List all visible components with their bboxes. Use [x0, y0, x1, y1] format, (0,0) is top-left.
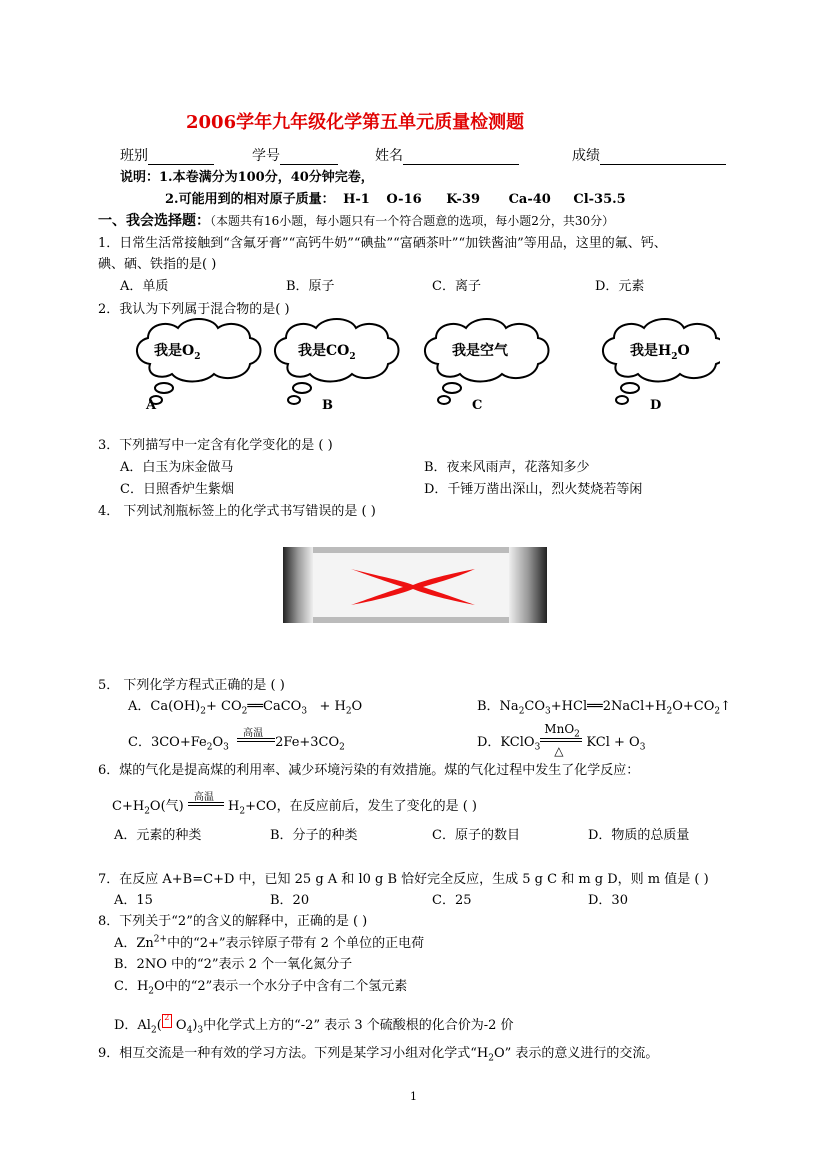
q5-option-a[interactable]: A．$Ca(OH)_2+$ $CO_2══CaCO_3 + H_2O$: [128, 699, 363, 717]
cloud-c[interactable]: [425, 319, 549, 404]
q1-option-a[interactable]: A．单质: [120, 279, 169, 294]
high-temp-label: 高温: [243, 728, 264, 739]
notes-line1: 说明：1.本卷满分为100分，40分钟完卷，: [120, 170, 374, 185]
q6-stem-tail: ，在反应前后，发生了变化的是 ( ): [276, 799, 477, 814]
q6-option-b[interactable]: B．分子的种类: [270, 828, 358, 843]
q6-line1: 6．煤的气化是提高煤的利用率、减少环境污染的有效措施。煤的气化过程中发生了化学反应：: [98, 763, 640, 778]
page-title: 2006学年九年级化学第五单元质量检测题: [186, 112, 525, 133]
cloud-c-letter: C: [472, 398, 483, 413]
catalyst-label: MnO$_2$: [544, 722, 580, 740]
name-blank[interactable]: [403, 150, 519, 165]
class-blank[interactable]: [148, 150, 214, 165]
q5-option-c[interactable]: C．$3CO+Fe_2O_3$ 高温 $2Fe+3CO_2$: [128, 731, 345, 753]
cloud-d-text: 我是$H_2O$: [630, 343, 690, 362]
q9-stem: 9．相互交流是一种有效的学习方法。下列是某学习小组对化学式“$H_2O$” 表示的意义进行的交流。: [98, 1046, 659, 1064]
q7-option-d[interactable]: D．30: [588, 893, 628, 908]
mass-h: H-1: [343, 192, 370, 207]
q1-option-b[interactable]: B．原子: [286, 279, 335, 294]
cloud-c-text: 我是空气: [452, 343, 508, 359]
section1-desc: （本题共有16小题，每小题只有一个符合题意的选项，每小题2分，共30分）: [210, 214, 615, 228]
q4-image: [283, 547, 547, 623]
name-label: 姓名: [375, 148, 403, 164]
q7-option-b[interactable]: B．20: [270, 893, 310, 908]
cloud-b-text: 我是$CO_2$: [298, 343, 356, 362]
name-field: [375, 145, 519, 165]
q3-option-a[interactable]: A．白玉为床金做马: [120, 460, 234, 475]
q7-option-a[interactable]: A．15: [114, 893, 153, 908]
q8-option-b[interactable]: B．2NO 中的“2”表示 2 个一氧化氮分子: [114, 957, 353, 972]
notes-prefix: 2.可能用到的相对原子质量：: [165, 192, 335, 207]
q6-high-temp-label: 高温: [193, 792, 214, 803]
page-number: 1: [410, 1090, 417, 1103]
q8-stem: 8．下列关于“2”的含义的解释中，正确的是 ( ): [98, 914, 368, 929]
q2-clouds: [120, 314, 720, 414]
notes-line2: [165, 188, 626, 207]
q3-option-d[interactable]: D．千锤万凿出深山，烈火焚烧若等闲: [424, 482, 643, 497]
q3-option-c[interactable]: C．日照香炉生紫烟: [120, 482, 234, 497]
mass-ca: Ca-40: [508, 192, 551, 207]
q5-option-d[interactable]: D．KClO$_3$ MnO$_2$ △ KCl + $O_3$: [477, 722, 646, 758]
q5-option-b[interactable]: B．$Na_2CO_3+HCl══2NaCl+H_2O+CO_2↑$: [477, 699, 732, 717]
q7-stem: 7．在反应 A+B=C+D 中，已知 25 g A 和 l0 g B 恰好完全反应，生成 5 g C 和 m g D，则 m 值是 ( ): [98, 872, 709, 887]
score-blank[interactable]: [600, 150, 726, 165]
q4-stem: 4． 下列试剂瓶标签上的化学式书写错误的是 ( ): [98, 504, 376, 519]
cloud-a-letter: A: [146, 398, 157, 413]
mass-k: K-39: [446, 192, 481, 207]
q6-option-c[interactable]: C．原子的数目: [432, 828, 520, 843]
q1-line2: 碘、硒、铁指的是( ): [98, 257, 217, 272]
q3-option-b[interactable]: B．夜来风雨声，花落知多少: [424, 460, 590, 475]
cloud-b-letter: B: [322, 398, 333, 413]
q3-stem: 3．下列描写中一定含有化学变化的是 ( ): [98, 438, 333, 453]
mass-o: O-16: [386, 192, 422, 207]
score-field: [572, 145, 726, 165]
q5-stem: 5． 下列化学方程式正确的是 ( ): [98, 678, 285, 693]
cloud-d-letter: D: [650, 398, 662, 413]
q6-equation: $C+H_2O$(气) 高温 $H_2+CO$，在反应前后，发生了变化的是 ( ): [112, 795, 477, 817]
class-label: 班别: [120, 148, 148, 164]
class-field: [120, 145, 214, 165]
score-label: 成绩: [572, 148, 600, 164]
id-label: 学号: [252, 148, 280, 164]
broken-image-icon: [283, 547, 547, 623]
sulfur-placeholder-icon: 2: [162, 1014, 172, 1028]
q1-option-c[interactable]: C．离子: [432, 279, 481, 294]
q8-option-c[interactable]: C．$H_2O$中的“2”表示一个水分子中含有二个氢元素: [114, 979, 408, 997]
cloud-a-text: 我是$O_2$: [154, 343, 201, 362]
q1-option-d[interactable]: D．元素: [595, 279, 645, 294]
q1-line1: 1．日常生活常接触到“含氟牙膏”“高钙牛奶”“碘盐”“富硒茶叶”“加铁酱油”等用品，这里的氟、钙、: [98, 236, 667, 251]
q2-stem: 2．我认为下列属于混合物的是( ): [98, 302, 290, 317]
mass-cl: Cl-35.5: [573, 192, 626, 207]
id-field: [252, 145, 338, 165]
heat-triangle-icon: △: [554, 744, 564, 758]
q8-option-d[interactable]: D．$Al_2(2$ $O_4)_3$中化学式上方的“-2” 表示 3 个硫酸根的化合价为-2 价: [114, 1013, 514, 1036]
q6-option-a[interactable]: A．元素的种类: [114, 828, 202, 843]
q7-option-c[interactable]: C．25: [432, 893, 472, 908]
section1-heading: [98, 210, 614, 230]
q8-option-a[interactable]: A．$Zn^{2+}$中的“2+”表示锌原子带有 2 个单位的正电荷: [114, 934, 425, 951]
q6-option-d[interactable]: D．物质的总质量: [588, 828, 690, 843]
id-blank[interactable]: [280, 150, 338, 165]
section1-title: 一、我会选择题：: [98, 213, 210, 229]
